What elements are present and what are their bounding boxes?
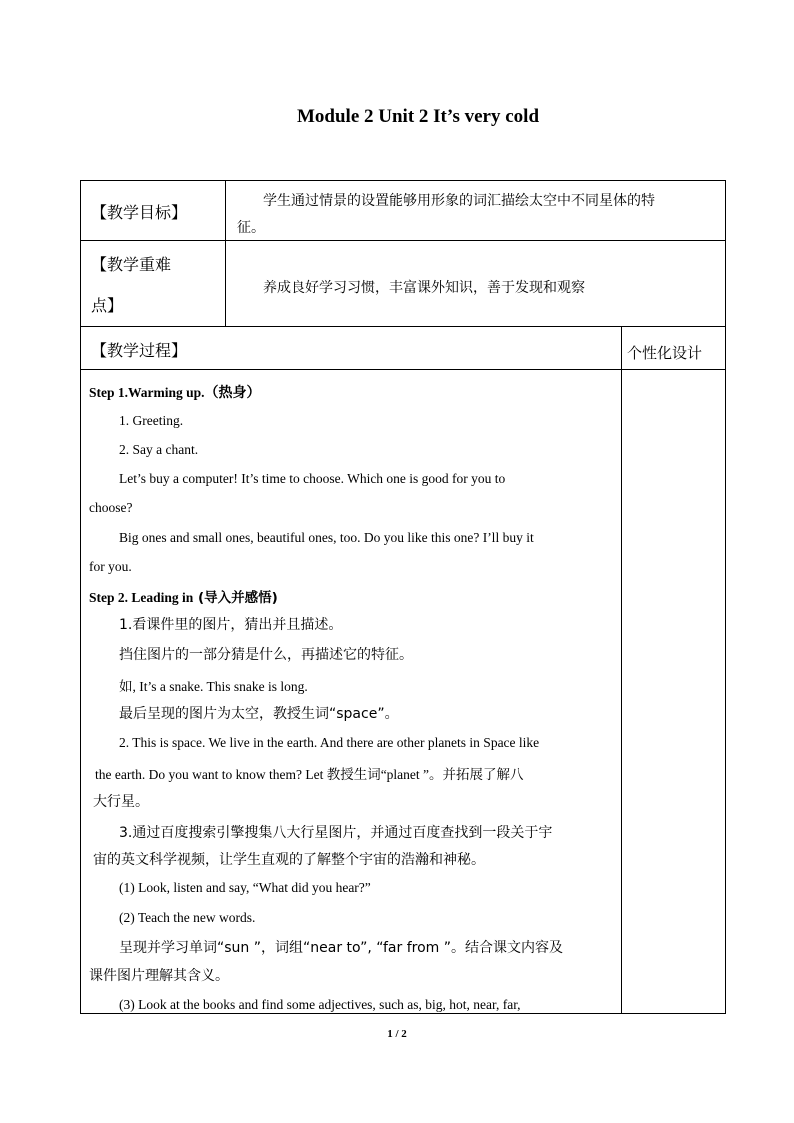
step2-item-2c: 大行星。 <box>93 794 149 810</box>
step2-item-2a: 2. This is space. We live in the earth. And there are other planets in Space like <box>119 735 540 750</box>
objectives-text-line-2: 征。 <box>237 220 265 236</box>
step2-sub-1: (1) Look, listen and say, “What did you hear?” <box>119 880 371 895</box>
row-divider-1 <box>81 240 725 241</box>
step2-item-1: 1.看课件里的图片，猜出并且描述。 <box>119 617 343 633</box>
keypoints-label-line-2: 点】 <box>91 296 124 315</box>
step1-item-1: 1. Greeting. <box>119 413 184 428</box>
step2-sub-2b: 呈现并学习单词“sun ”，词组“near to”, “far from ”。结合课文内容及 <box>119 940 563 956</box>
step2-sub-2c: 课件图片理解其含义。 <box>89 968 229 984</box>
objectives-label: 【教学目标】 <box>91 203 188 222</box>
step2-item-2b: the earth. Do you want to know them? Let 教授生词“planet ”。并拓展了解八 <box>95 767 524 782</box>
chant-line-2b: for you. <box>89 559 132 574</box>
process-content <box>81 370 621 1014</box>
document-title: Module 2 Unit 2 It’s very cold <box>296 106 540 127</box>
col-divider-personal <box>621 326 622 1014</box>
step2-item-1b: 挡住图片的一部分猜是什么，再描述它的特征。 <box>119 647 413 663</box>
chant-line-1b: choose? <box>89 500 133 515</box>
process-label: 【教学过程】 <box>91 341 188 360</box>
step2-item-1c: 如, It’s a snake. This snake is long. <box>119 679 308 694</box>
keypoints-text: 养成良好学习习惯，丰富课外知识，善于发现和观察 <box>263 280 585 296</box>
step2-item-1d: 最后呈现的图片为太空，教授生词“space”。 <box>119 706 399 722</box>
keypoints-label-line-1: 【教学重难 <box>91 255 172 274</box>
step1-title: Step 1.Warming up. <box>89 385 205 400</box>
step2-sub-2: (2) Teach the new words. <box>119 910 256 925</box>
chant-line-2a: Big ones and small ones, beautiful ones, too. Do you like this one? I’ll buy it <box>119 530 534 545</box>
step2-item-3b: 宙的英文科学视频，让学生直观的了解整个宇宙的浩瀚和神秘。 <box>93 852 485 868</box>
step2-item-3a: 3.通过百度搜索引擎搜集八大行星图片，并通过百度查找到一段关于宇 <box>119 825 553 841</box>
personal-design-label: 个性化设计 <box>627 344 703 362</box>
step1-item-2: 2. Say a chant. <box>119 442 199 457</box>
lesson-plan-table <box>80 180 726 1014</box>
objectives-text-line-1: 学生通过情景的设置能够用形象的词汇描绘太空中不同星体的特 <box>263 193 655 209</box>
step1-title-zh: （热身） <box>204 385 261 401</box>
chant-line-1a: Let’s buy a computer! It’s time to choose. Which one is good for you to <box>119 471 506 486</box>
row-divider-2 <box>81 326 725 327</box>
page-number: 1 / 2 <box>387 1028 407 1040</box>
step2-title: Step 2. Leading in <box>89 590 194 605</box>
col-divider-label <box>225 181 226 326</box>
step2-sub-3: (3) Look at the books and find some adjectives, such as, big, hot, near, far, <box>119 997 521 1012</box>
step2-title-zh: (导入并感悟) <box>193 590 278 606</box>
